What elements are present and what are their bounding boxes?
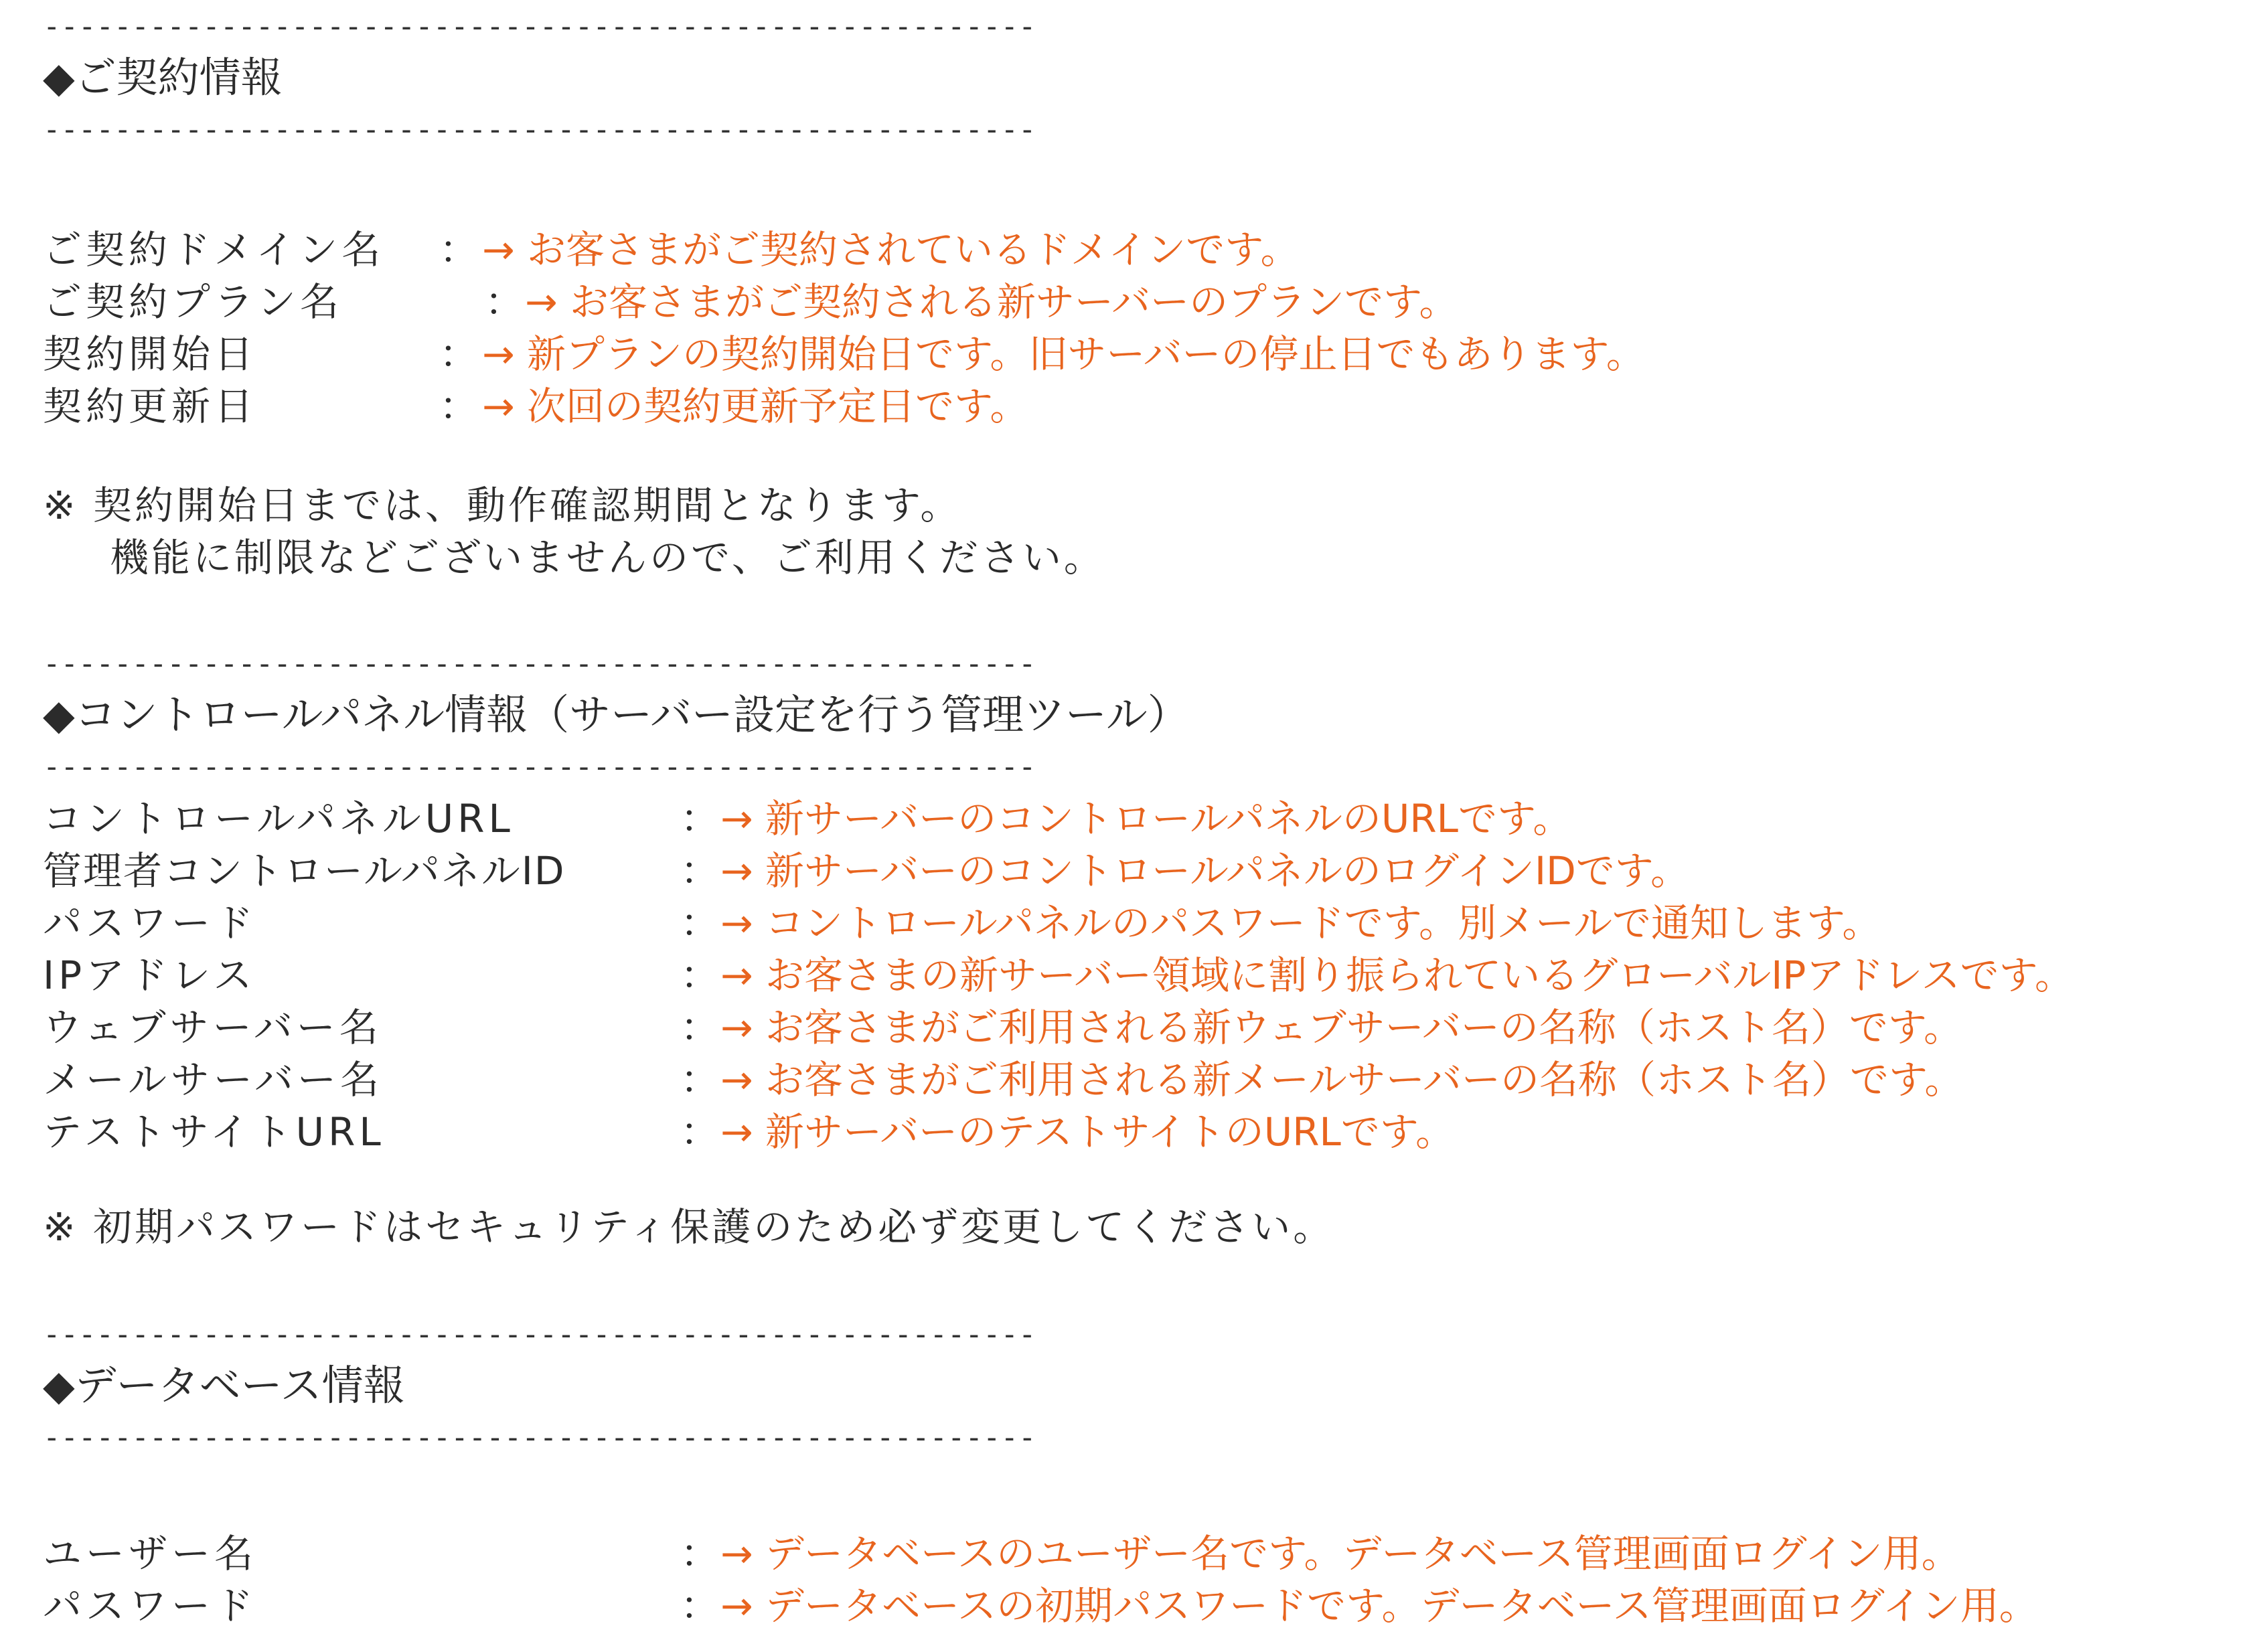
row-colon: ： (680, 953, 720, 998)
row-description: → 新サーバーのコントロールパネルのログインIDです。 (720, 848, 1690, 894)
section-heading-contract: ◆ご契約情報 (43, 53, 283, 102)
row-label: 契約開始日 (43, 331, 258, 377)
control-panel-row-password (43, 897, 2246, 949)
row-description: → 新サーバーのコントロールパネルのURLです。 (720, 796, 1572, 841)
row-label: ウェブサーバー名 (43, 1005, 382, 1050)
row-colon: ： (680, 848, 720, 894)
divider: -------------------------------------------------------- (43, 1320, 1036, 1351)
row-label: IPアドレス (43, 953, 256, 998)
row-colon: ： (680, 1057, 720, 1102)
contract-row-domain (43, 224, 2246, 276)
row-description: → 次回の契約更新予定日です。 (482, 384, 1029, 429)
control-panel-row-web-server (43, 1001, 2246, 1054)
row-description: → 新プランの契約開始日です。旧サーバーの停止日でもあります。 (482, 331, 1645, 377)
row-description: → お客さまがご利用される新メールサーバーの名称（ホスト名）です。 (720, 1057, 1964, 1102)
row-label: パスワード (43, 1583, 258, 1629)
control-panel-row-ip-address (43, 949, 2246, 1001)
section-heading-database: ◆データベース情報 (43, 1361, 405, 1410)
row-description: → データベースの初期パスワードです。データベース管理画面ログイン用。 (720, 1583, 2038, 1629)
row-label: 契約更新日 (43, 384, 258, 429)
row-label: メールサーバー名 (43, 1057, 383, 1102)
row-colon: ： (680, 1583, 720, 1629)
contract-note-line-1: ※ 契約開始日までは、動作確認期間となります。 (43, 483, 962, 528)
row-colon: ： (680, 900, 720, 946)
control-panel-row-test-site (43, 1106, 2246, 1158)
row-label: テストサイトURL (43, 1109, 385, 1155)
divider: -------------------------------------------------------- (43, 12, 1036, 44)
contract-note-line-2: 機能に制限などございませんので、ご利用ください。 (110, 535, 1105, 580)
row-description: → お客さまがご契約される新サーバーのプランです。 (525, 279, 1458, 325)
database-row-password (43, 1580, 2246, 1632)
contract-row-plan (43, 276, 2246, 328)
row-label: ご契約プラン名 (43, 279, 343, 325)
row-colon: ： (439, 227, 479, 272)
control-panel-row-url (43, 793, 2246, 845)
divider: -------------------------------------------------------- (43, 649, 1036, 681)
row-description: → お客さまがご契約されているドメインです。 (482, 227, 1300, 272)
row-colon: ： (680, 1005, 720, 1050)
row-label: 管理者コントロールパネルID (43, 848, 566, 894)
row-colon: ： (680, 1109, 720, 1155)
row-description: → お客さまがご利用される新ウェブサーバーの名称（ホスト名）です。 (720, 1005, 1963, 1050)
contract-row-start-date (43, 328, 2246, 380)
section-heading-control-panel: ◆コントロールパネル情報（サーバー設定を行う管理ツール） (43, 690, 1189, 739)
row-description: → お客さまの新サーバー領域に割り振られているグローバルIPアドレスです。 (720, 953, 2074, 998)
row-description: → データベースのユーザー名です。データベース管理画面ログイン用。 (720, 1531, 1960, 1576)
row-colon: ： (680, 1531, 720, 1576)
row-colon: ： (439, 331, 479, 377)
row-colon: ： (680, 796, 720, 841)
divider: -------------------------------------------------------- (43, 1423, 1036, 1455)
row-colon: ： (485, 279, 524, 325)
document (43, 0, 2246, 1632)
control-panel-row-mail-server (43, 1054, 2246, 1106)
row-label: ご契約ドメイン名 (43, 227, 385, 272)
contract-row-renewal-date (43, 380, 2246, 432)
row-description: → 新サーバーのテストサイトのURLです。 (720, 1109, 1455, 1155)
divider: -------------------------------------------------------- (43, 752, 1036, 784)
row-label: ユーザー名 (43, 1531, 258, 1576)
control-panel-row-admin-id (43, 845, 2246, 897)
control-panel-note: ※ 初期パスワードはセキュリティ保護のため必ず変更してください。 (43, 1204, 1335, 1250)
row-description: → コントロールパネルのパスワードです。別メールで通知します。 (720, 900, 1881, 946)
divider: -------------------------------------------------------- (43, 115, 1036, 147)
row-label: パスワード (43, 900, 258, 946)
database-row-username (43, 1527, 2246, 1580)
row-label: コントロールパネルURL (43, 796, 514, 841)
row-colon: ： (439, 384, 479, 429)
